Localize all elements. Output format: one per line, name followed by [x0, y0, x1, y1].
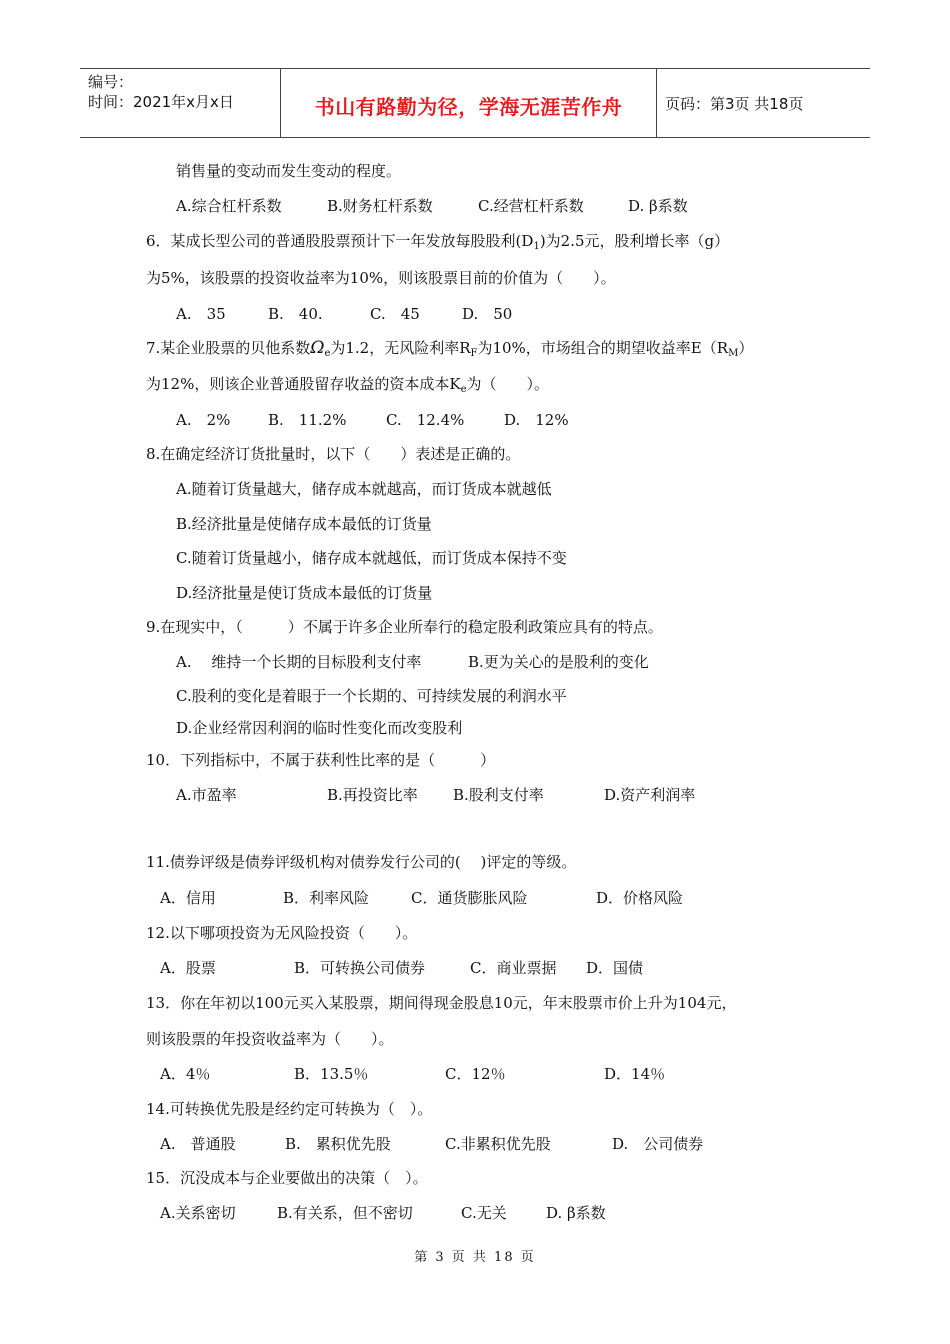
page-footer: 第 3 页 共 18 页	[414, 1250, 536, 1265]
option: D．价格风险	[596, 889, 684, 907]
option: C. 45	[370, 305, 420, 323]
question-6: 6．某成长型公司的普通股股票预计下一年发放每股股利$(D_1)$为2.5元，股利增长率（g）	[146, 232, 730, 252]
option: B.更为关心的是股利的变化	[468, 653, 649, 671]
question-12: 12.以下哪项投资为无风险投资（ ）。	[146, 924, 418, 942]
option: D. 50	[462, 305, 513, 323]
option: B.再投资比率	[327, 786, 418, 804]
option: A．信用	[160, 889, 216, 907]
option: B.股利支付率	[453, 786, 544, 804]
question-15: 15．沉没成本与企业要做出的决策（ ）。	[146, 1169, 428, 1187]
motto-text: 书山有路勤为径，学海无涯苦作舟	[314, 95, 623, 119]
option: B.有关系，但不密切	[277, 1204, 413, 1222]
option: B．13.5％	[294, 1065, 369, 1083]
time-label: 时间：2021年x月x日	[88, 93, 234, 111]
option: A. 2%	[176, 411, 231, 429]
option: C.股利的变化是着眼于一个长期的、可持续发展的利润水平	[176, 687, 567, 705]
option: D．14％	[604, 1065, 666, 1083]
option: B. 40.	[268, 305, 323, 323]
option: B. 11.2%	[268, 411, 347, 429]
option: A.市盈率	[176, 786, 237, 804]
option: A．股票	[160, 959, 216, 977]
option: A.综合杠杆系数	[176, 197, 282, 215]
option: B．利率风险	[283, 889, 370, 907]
option: C.随着订货量越小，储存成本就越低，而订货成本保持不变	[176, 549, 567, 567]
option: C.无关	[461, 1204, 507, 1222]
option: D.企业经常因利润的临时性变化而改变股利	[176, 719, 463, 737]
option: B．可转换公司债券	[294, 959, 426, 977]
question-6-cont: 为5%，该股票的投资收益率为10%，则该股票目前的价值为（ ）。	[146, 269, 616, 287]
header-info-cell	[80, 69, 281, 137]
header-motto-cell	[281, 69, 657, 137]
question-14: 14.可转换优先股是经约定可转换为（ ）。	[146, 1100, 433, 1118]
option: C.非累积优先股	[445, 1135, 551, 1153]
question-7: 7.某企业股票的贝他系数$\Omega_e$为1.2，无风险利率$R_F$为10%，市场组合的期望收益率$E(R_M)$	[146, 338, 754, 359]
option: A.关系密切	[160, 1204, 236, 1222]
option: D. β系数	[628, 197, 688, 215]
question-8: 8.在确定经济订货批量时，以下（ ）表述是正确的。	[146, 445, 521, 463]
option: D.资产利润率	[604, 786, 696, 804]
option: D. 12%	[504, 411, 569, 429]
question-10: 10．下列指标中，不属于获利性比率的是（ ）	[146, 751, 496, 769]
question-13-cont: 则该股票的年投资收益率为（ ）。	[146, 1030, 394, 1048]
option: C. 12.4%	[386, 411, 465, 429]
option: C．商业票据	[470, 959, 557, 977]
question-9: 9.在现实中，（ ）不属于许多企业所奉行的稳定股利政策应具有的特点。	[146, 618, 663, 636]
option: D. 公司债券	[612, 1135, 704, 1153]
page-header	[80, 68, 870, 138]
option: D.经济批量是使订货成本最低的订货量	[176, 584, 433, 602]
question-11: 11.债券评级是债券评级机构对债券发行公司的( )评定的等级。	[146, 853, 577, 871]
number-label: 编号：	[88, 73, 134, 91]
question-7-cont: 为12%，则该企业普通股留存收益的资本成本$K_e$为（ ）。	[146, 375, 549, 395]
option: B. 累积优先股	[285, 1135, 391, 1153]
option: A.随着订货量越大，储存成本就越高，而订货成本就越低	[176, 480, 552, 498]
option: A. 普通股	[160, 1135, 236, 1153]
option: D．国债	[586, 959, 644, 977]
option: A. 维持一个长期的目标股利支付率	[176, 653, 422, 671]
header-page-cell	[657, 69, 870, 137]
continued-text: 销售量的变动而发生变动的程度。	[176, 162, 402, 180]
option: C．12％	[445, 1065, 506, 1083]
option: A．4％	[160, 1065, 211, 1083]
option: C．通货膨胀风险	[411, 889, 528, 907]
option: B.财务杠杆系数	[327, 197, 433, 215]
page-info: 页码：第3页 共18页	[665, 95, 804, 113]
option: B.经济批量是使储存成本最低的订货量	[176, 515, 432, 533]
option: A. 35	[176, 305, 226, 323]
option: D. β系数	[546, 1204, 606, 1222]
option: C.经营杠杆系数	[478, 197, 584, 215]
question-13: 13．你在年初以100元买入某股票，期间得现金股息10元，年末股票市价上升为104元，	[146, 994, 737, 1012]
